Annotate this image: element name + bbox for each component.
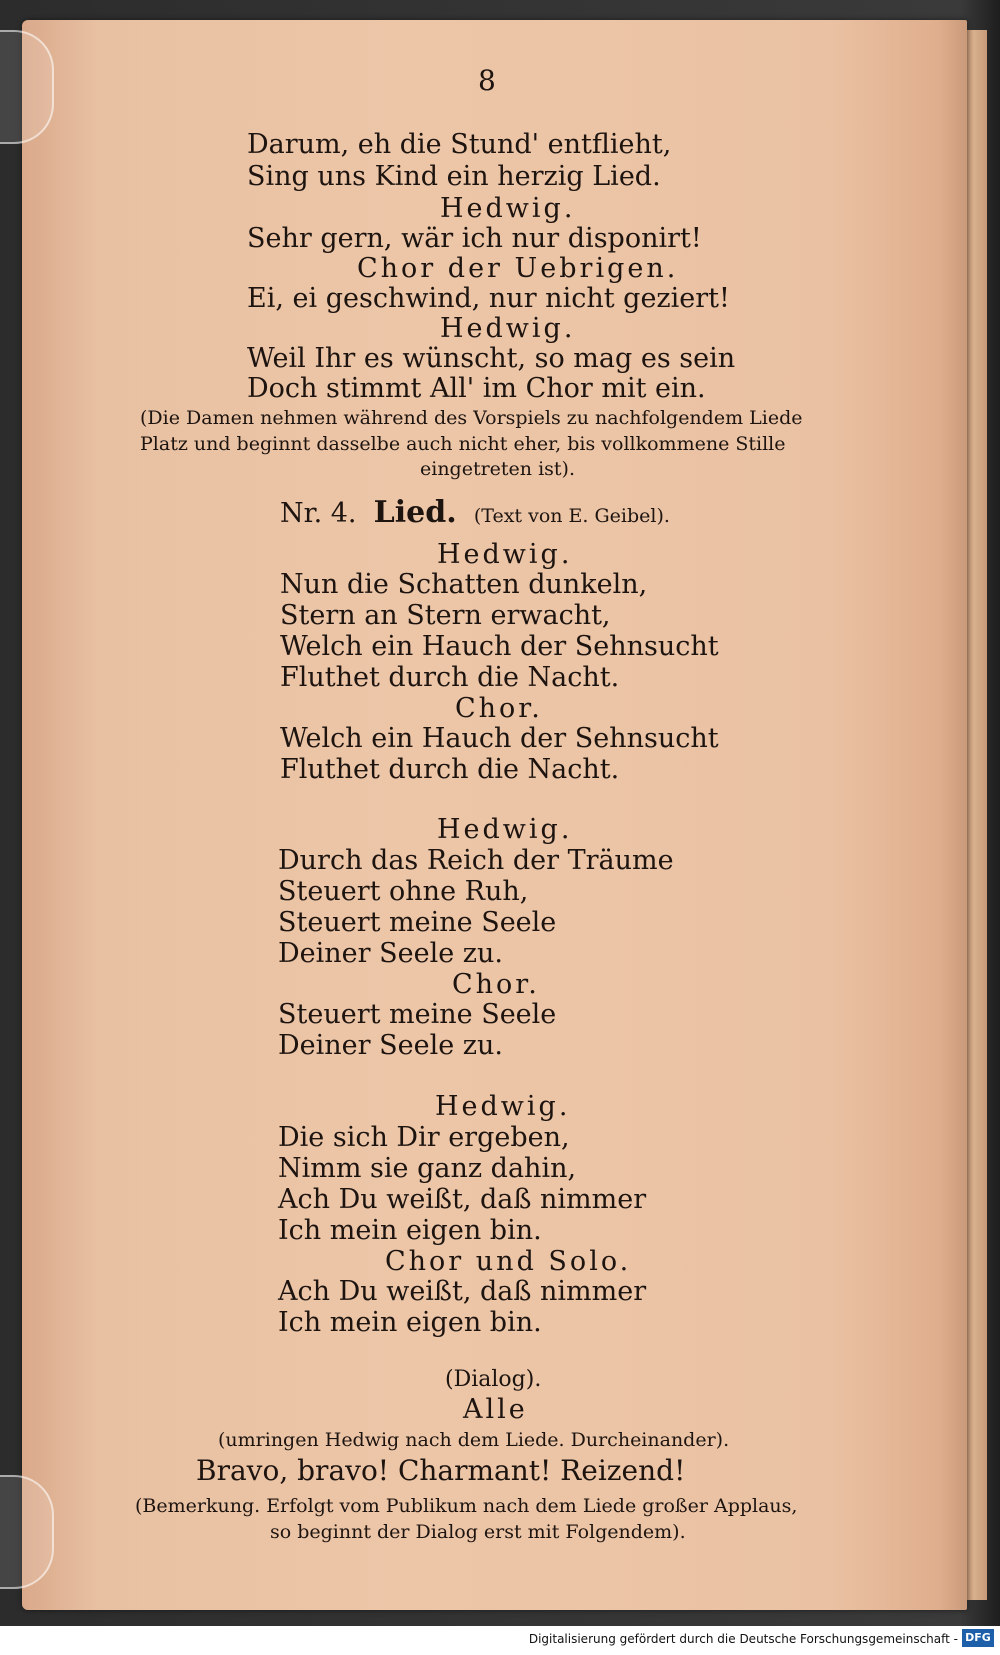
verse-line: Fluthet durch die Nacht. [280, 662, 620, 693]
speaker-name: Hedwig. [437, 814, 573, 845]
speaker-name: Chor. [455, 693, 543, 724]
stage-direction: (umringen Hedwig nach dem Liede. Durcheinander). [218, 1429, 730, 1451]
speaker-name: Hedwig. [437, 539, 573, 570]
dialog-marker: (Dialog). [445, 1367, 542, 1392]
verse-line: Weil Ihr es wünscht, so mag es sein [247, 343, 736, 374]
verse-line: Deiner Seele zu. [278, 1030, 503, 1061]
stage-direction: Platz und beginnt dasselbe auch nicht eher, bis vollkommene Stille [140, 433, 786, 455]
stage-direction: so beginnt der Dialog erst mit Folgendem). [270, 1521, 686, 1543]
speaker-name: Chor und Solo. [385, 1246, 632, 1277]
speaker-name: Alle [463, 1394, 528, 1425]
stage-direction: eingetreten ist). [420, 458, 575, 480]
song-credit: (Text von E. Geibel). [473, 505, 670, 527]
verse-line: Ich mein eigen bin. [278, 1307, 542, 1338]
verse-line: Steuert ohne Ruh, [278, 876, 529, 907]
stage-direction: (Die Damen nehmen während des Vorspiels zu nachfolgendem Liede [140, 407, 803, 429]
verse-line: Welch ein Hauch der Sehnsucht [280, 631, 719, 662]
verse-line: Deiner Seele zu. [278, 938, 503, 969]
verse-line: Darum, eh die Stund' entflieht, [247, 129, 672, 160]
verse-line: Ich mein eigen bin. [278, 1215, 542, 1246]
speaker-name: Chor. [452, 969, 540, 1000]
verse-line: Stern an Stern erwacht, [280, 600, 611, 631]
verse-line: Sing uns Kind ein herzig Lied. [247, 161, 661, 192]
verse-line: Nun die Schatten dunkeln, [280, 569, 648, 600]
song-number: Nr. 4. [280, 498, 357, 529]
speaker-name: Hedwig. [440, 193, 576, 224]
verse-line: Welch ein Hauch der Sehnsucht [280, 723, 719, 754]
song-heading [280, 495, 670, 531]
verse-line: Fluthet durch die Nacht. [280, 754, 620, 785]
verse-line: Ach Du weißt, daß nimmer [278, 1276, 647, 1307]
verse-line: Doch stimmt All' im Chor mit ein. [247, 373, 706, 404]
verse-line: Sehr gern, wär ich nur disponirt! [247, 223, 702, 254]
page-number: 8 [478, 64, 496, 97]
verse-line: Steuert meine Seele [278, 999, 557, 1030]
speaker-name: Hedwig. [435, 1091, 571, 1122]
verse-line: Bravo, bravo! Charmant! Reizend! [196, 1454, 686, 1487]
verse-line: Die sich Dir ergeben, [278, 1122, 570, 1153]
verse-line: Ach Du weißt, daß nimmer [278, 1184, 647, 1215]
song-title: Lied. [373, 495, 457, 530]
speaker-name: Chor der Uebrigen. [357, 253, 679, 284]
stage-direction: (Bemerkung. Erfolgt vom Publikum nach dem Liede großer Applaus, [135, 1495, 798, 1517]
speaker-name: Hedwig. [440, 313, 576, 344]
verse-line: Nimm sie ganz dahin, [278, 1153, 577, 1184]
verse-line: Durch das Reich der Träume [278, 845, 674, 876]
digitization-credit: Digitalisierung gefördert durch die Deutsche Forschungsgemeinschaft - [528, 1632, 958, 1646]
verse-line: Ei, ei geschwind, nur nicht geziert! [247, 283, 730, 314]
dfg-logo: DFG [962, 1629, 994, 1647]
verse-line: Steuert meine Seele [278, 907, 557, 938]
